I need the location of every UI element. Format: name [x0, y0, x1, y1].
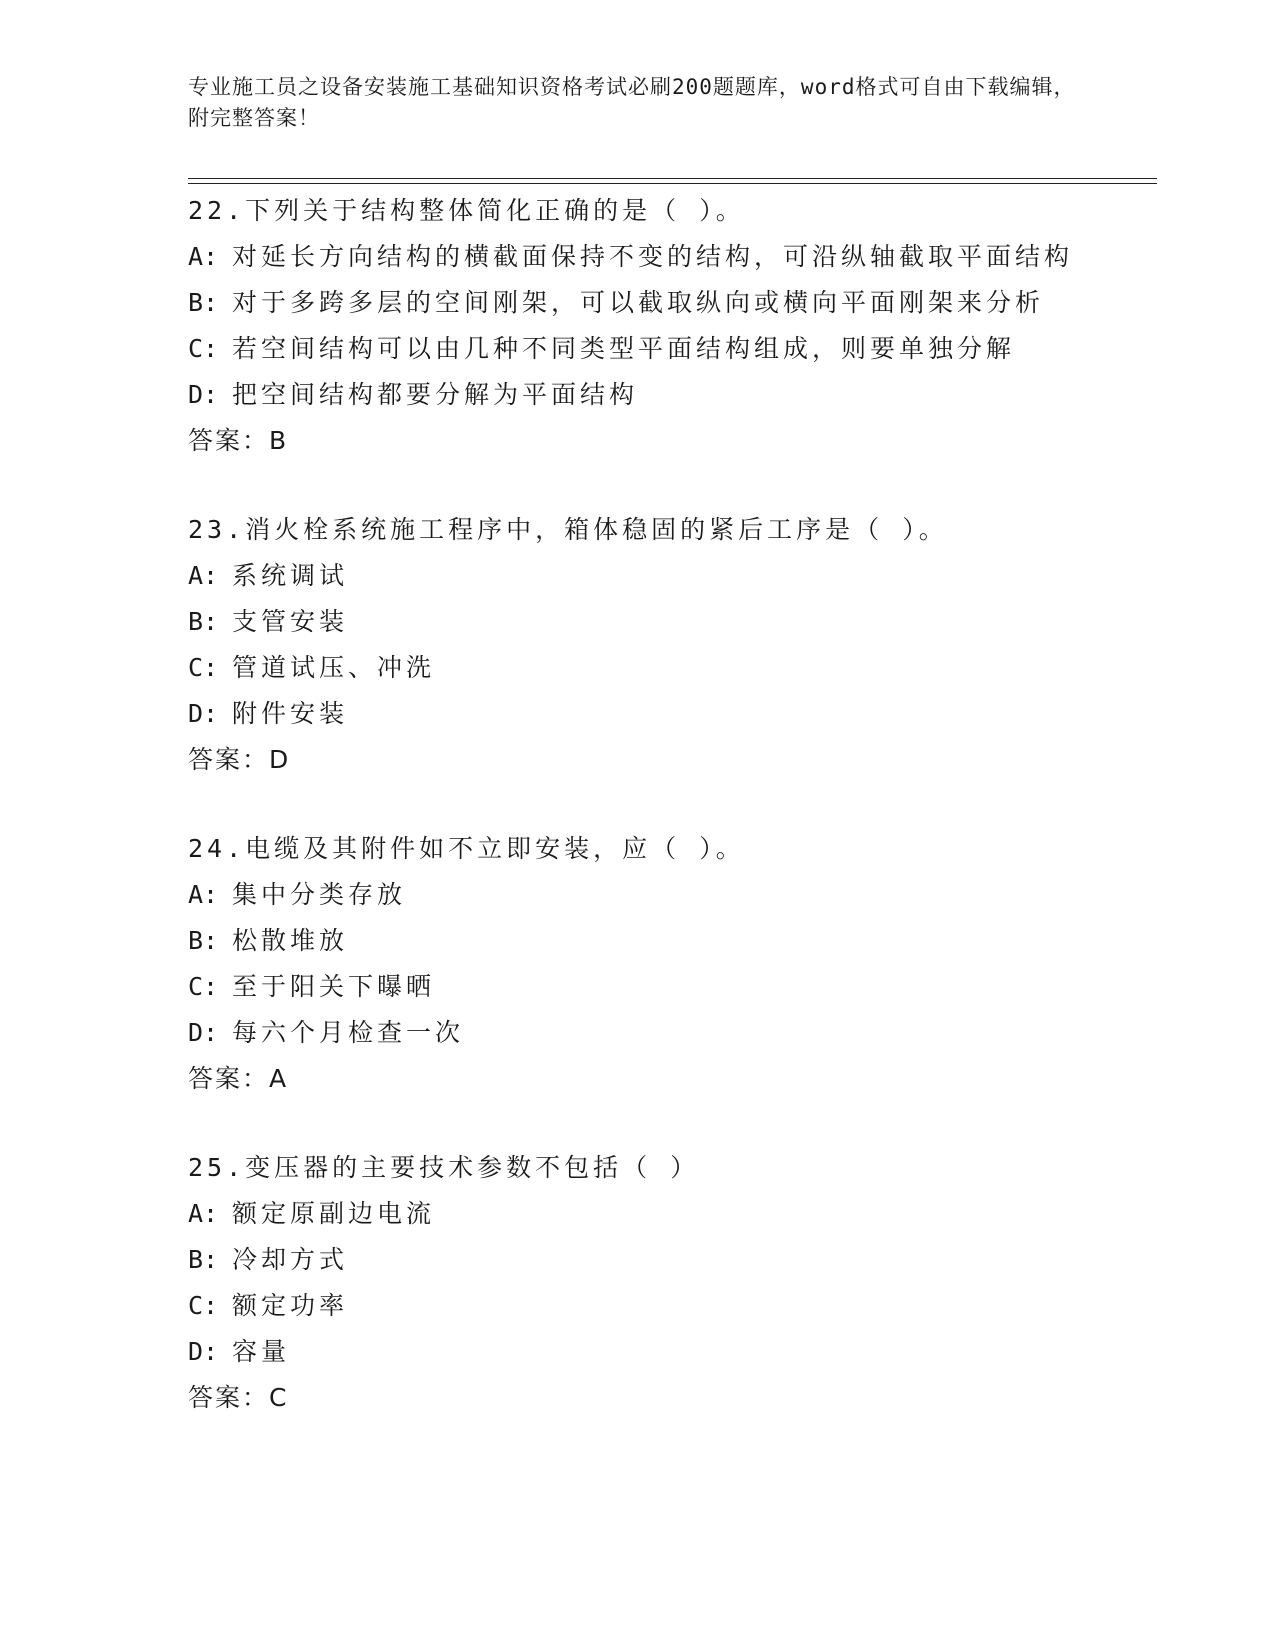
option-letter: C: [188, 972, 219, 1001]
option-a [188, 553, 1148, 599]
option-text: 系统调试 [232, 561, 349, 590]
answer-line: 答案：D [188, 745, 291, 774]
option-letter: C: [188, 334, 219, 363]
question-stem: 23.消火栓系统施工程序中，箱体稳固的紧后工序是（ ）。 [188, 515, 948, 544]
option-text: 额定功率 [232, 1291, 349, 1320]
option-text: 管道试压、冲洗 [232, 653, 436, 682]
option-letter: A: [188, 880, 219, 909]
option-text: 每六个月检查一次 [232, 1018, 465, 1047]
option-letter: D: [188, 699, 219, 728]
option-b [188, 918, 1148, 964]
option-a [188, 1191, 1148, 1237]
option-letter: A: [188, 561, 219, 590]
answer-line: 答案：B [188, 426, 289, 455]
option-text: 把空间结构都要分解为平面结构 [232, 380, 639, 409]
option-letter: C: [188, 1291, 219, 1320]
header-divider-bottom [188, 183, 1157, 184]
option-d [188, 372, 1148, 418]
option-d [188, 1010, 1148, 1056]
option-letter: A: [188, 242, 219, 271]
option-b [188, 280, 1148, 326]
option-d [188, 691, 1148, 737]
option-letter: B: [188, 607, 219, 636]
option-text: 额定原副边电流 [232, 1199, 436, 1228]
option-text: 支管安装 [232, 607, 349, 636]
option-letter: D: [188, 380, 219, 409]
option-letter: A: [188, 1199, 219, 1228]
answer-line: 答案：A [188, 1064, 289, 1093]
document-header: 专业施工员之设备安装施工基础知识资格考试必刷200题题库，word格式可自由下载编辑，附完整答案！ [188, 75, 1076, 130]
option-text: 冷却方式 [232, 1245, 349, 1274]
option-letter: B: [188, 288, 219, 317]
question-24 [188, 826, 1148, 1102]
option-letter: B: [188, 926, 219, 955]
option-text: 至于阳关下曝晒 [232, 972, 436, 1001]
option-text: 松散堆放 [232, 926, 349, 955]
question-22 [188, 188, 1148, 464]
header-divider-top [188, 178, 1157, 179]
option-c [188, 964, 1148, 1010]
option-c [188, 1283, 1148, 1329]
option-text: 对于多跨多层的空间刚架，可以截取纵向或横向平面刚架来分析 [232, 288, 1045, 317]
option-letter: B: [188, 1245, 219, 1274]
option-c [188, 326, 1148, 372]
option-letter: C: [188, 653, 219, 682]
question-23 [188, 507, 1148, 783]
option-letter: D: [188, 1018, 219, 1047]
question-stem: 24.电缆及其附件如不立即安装，应（ ）。 [188, 834, 745, 863]
option-letter: D: [188, 1337, 219, 1366]
option-c [188, 645, 1148, 691]
question-25 [188, 1145, 1148, 1421]
option-text: 对延长方向结构的横截面保持不变的结构，可沿纵轴截取平面结构 [232, 242, 1074, 271]
option-text: 容量 [232, 1337, 291, 1366]
option-text: 若空间结构可以由几种不同类型平面结构组成，则要单独分解 [232, 334, 1016, 363]
option-text: 附件安装 [232, 699, 349, 728]
option-a [188, 234, 1148, 280]
option-d [188, 1329, 1148, 1375]
option-text: 集中分类存放 [232, 880, 407, 909]
question-stem: 22.下列关于结构整体简化正确的是（ ）。 [188, 196, 745, 225]
option-b [188, 1237, 1148, 1283]
answer-line: 答案：C [188, 1383, 289, 1412]
option-a [188, 872, 1148, 918]
question-stem: 25.变压器的主要技术参数不包括（ ） [188, 1153, 700, 1182]
option-b [188, 599, 1148, 645]
